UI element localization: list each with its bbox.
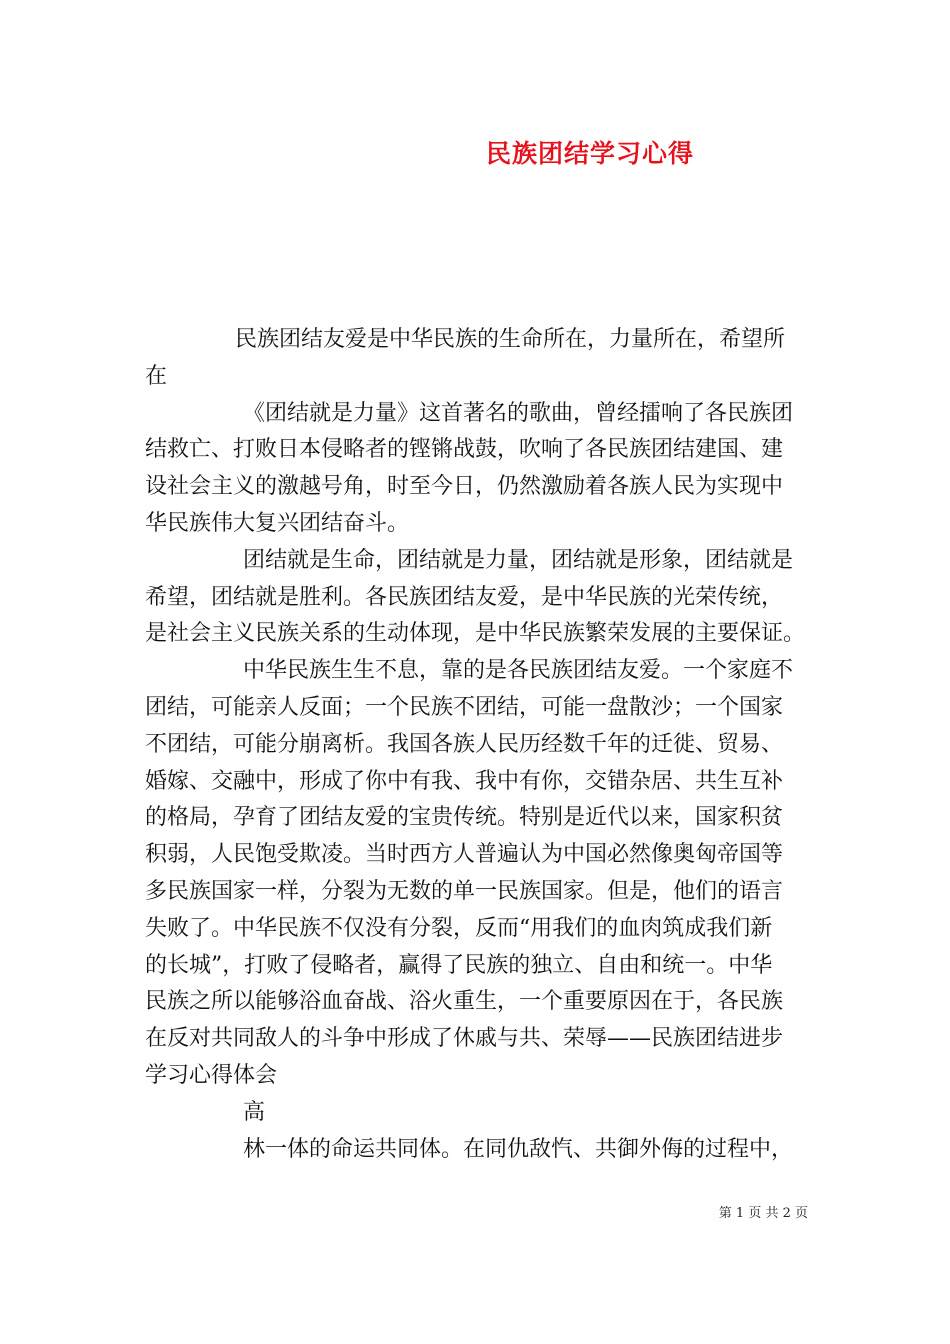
paragraph-line: 多民族国家一样，分裂为无数的单一民族国家。但是，他们的语言 <box>145 878 784 904</box>
paragraph-line: 失败了。中华民族不仅没有分裂，反而“用我们的血肉筑成我们新 <box>145 915 773 941</box>
paragraph-line: 民族之所以能够浴血奋战、浴火重生，一个重要原因在于，各民族 <box>145 989 784 1015</box>
paragraph-line: 团结就是生命，团结就是力量，团结就是形象，团结就是 <box>243 547 794 573</box>
paragraph-line: 设社会主义的激越号角，时至今日，仍然激励着各族人民为实现中 <box>145 474 784 500</box>
paragraph-line: 团结，可能亲人反面；一个民族不团结，可能一盘散沙；一个国家 <box>145 694 784 720</box>
paragraph-line: 婚嫁、交融中，形成了你中有我、我中有你，交错杂居、共生互补 <box>145 768 784 794</box>
paragraph-line: 《团结就是力量》这首著名的歌曲，曾经擂响了各民族团 <box>243 400 794 426</box>
paragraph-line: 是社会主义民族关系的生动体现，是中华民族繁荣发展的主要保证。 <box>145 621 806 647</box>
paragraph-line: 民族团结友爱是中华民族的生命所在，力量所在，希望所 <box>235 327 786 352</box>
paragraph-line: 在反对共同敌人的斗争中形成了休戚与共、荣辱——民族团结进步 <box>145 1026 784 1052</box>
paragraph-line: 不团结，可能分崩离析。我国各族人民历经数千年的迁徙、贸易、 <box>145 731 784 757</box>
paragraph-line: 中华民族生生不息，靠的是各民族团结友爱。一个家庭不 <box>243 658 794 684</box>
page-number-footer: 第 1 页 共 2 页 <box>718 1206 808 1221</box>
document-body <box>145 322 810 1168</box>
paragraph-line: 林一体的命运共同体。在同仇敌忾、共御外侮的过程中， <box>243 1136 794 1162</box>
paragraph-line: 高 <box>243 1099 266 1125</box>
paragraph-line: 在 <box>145 363 168 389</box>
paragraph-line: 的长城”，打败了侵略者，赢得了民族的独立、自由和统一。中华 <box>145 952 773 978</box>
document-title: 民族团结学习心得 <box>486 139 695 168</box>
paragraph-line: 希望，团结就是胜利。各民族团结友爱，是中华民族的光荣传统， <box>145 584 784 610</box>
paragraph-line: 结救亡、打败日本侵略者的铿锵战鼓，吹响了各民族团结建国、建 <box>145 437 784 463</box>
paragraph-line: 的格局，孕育了团结友爱的宝贵传统。特别是近代以来，国家积贫 <box>145 805 784 831</box>
paragraph-line: 华民族伟大复兴团结奋斗。 <box>145 510 410 536</box>
paragraph-line: 积弱，人民饱受欺凌。当时西方人普遍认为中国必然像奥匈帝国等 <box>145 842 784 868</box>
paragraph-line: 学习心得体会 <box>145 1062 278 1088</box>
